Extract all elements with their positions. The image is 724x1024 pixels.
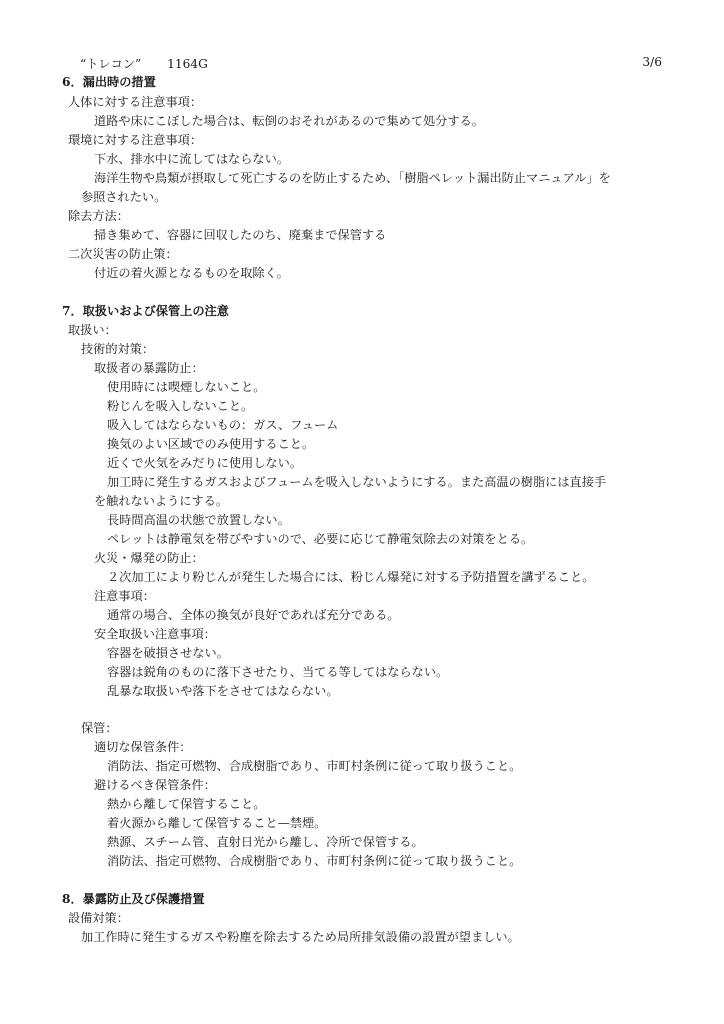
env-caution-text-1: 下水、排水中に流してはならない。 [94,152,289,166]
avoid-storage-label: 避けるべき保管条件： [94,778,216,792]
avoid-storage-item: 消防法、指定可燃物、合成樹脂であり、市町村条例に従って取り扱うこと。 [107,854,522,868]
removal-text: 掃き集めて、容器に回収したのち、廃棄まで保管する [94,228,387,242]
equipment-measures-text: 加工作時に発生するガスや粉塵を除去するため局所排気設備の設置が望ましい。 [81,930,520,944]
caution-text: 通常の場合、全体の換気が良好であれば充分である。 [107,608,400,622]
storage-label: 保管： [81,721,118,735]
secondary-disaster-text: 付近の着火源となるものを取除く。 [94,266,289,280]
section-7-heading: 7．取扱いおよび保管上の注意 [62,304,229,318]
exposure-item: 長時間高温の状態で放置しない。 [107,513,290,527]
exposure-item: 粉じんを吸入しないこと。 [107,399,254,413]
tech-measures-label: 技術的対策： [81,342,155,356]
secondary-disaster-label: 二次災害の防止策： [68,247,178,261]
fire-prevention-label: 火災・爆発の防止： [94,551,204,565]
exposure-item: 近くで火気をみだりに使用しない。 [107,456,302,470]
safe-handling-label: 安全取扱い注意事項： [94,627,216,641]
person-caution-label: 人体に対する注意事項： [68,95,203,109]
env-caution-label: 環境に対する注意事項： [68,133,203,147]
proper-storage-text: 消防法、指定可燃物、合成樹脂であり、市町村条例に従って取り扱うこと。 [107,759,522,773]
section-8-heading: 8．暴露防止及び保護措置 [62,892,205,906]
avoid-storage-item: 熱源、スチーム管、直射日光から離し、冷所で保管する。 [107,835,424,849]
exposure-prevention-label: 取扱者の暴露防止： [94,361,204,375]
env-caution-text-2: 海洋生物や鳥類が摂取して死亡するのを防止するため、「樹脂ペレット漏出防止マニュアル」を [94,171,611,185]
page-header [80,55,662,73]
safe-handling-item: 容器は鋭角のものに落下させたり、当てる等してはならない。 [107,665,449,679]
exposure-item: 使用時には喫煙しないこと。 [107,380,266,394]
page-number: 3/6 [642,55,662,69]
avoid-storage-item: 熱から離して保管すること。 [107,797,266,811]
exposure-item: 吸入してはならないもの：ガス、フューム [107,418,339,432]
product-code: 1164G [167,57,208,71]
safe-handling-item: 乱暴な取扱いや落下をさせてはならない。 [107,684,339,698]
product-name: “トレコン” [80,57,142,71]
avoid-storage-item: 着火源から離して保管すること—禁煙。 [107,816,327,830]
caution-label: 注意事項： [94,589,155,603]
exposure-item: を触れないようにする。 [94,494,229,508]
exposure-item: ペレットは静電気を帯びやすいので、必要に応じて静電気除去の対策をとる。 [107,532,534,546]
section-6-heading: 6．漏出時の措置 [62,75,156,89]
fire-prevention-text: ２次加工により粉じんが発生した場合には、粉じん爆発に対する予防措置を講ずること。 [107,570,595,584]
env-caution-text-3: 参照されたい。 [81,190,167,204]
removal-label: 除去方法： [68,209,129,223]
person-caution-text: 道路や床にこぼした場合は、転倒のおそれがあるので集めて処分する。 [94,114,484,128]
proper-storage-label: 適切な保管条件： [94,740,192,754]
handling-label: 取扱い： [68,323,117,337]
equipment-measures-label: 設備対策： [68,911,129,925]
safe-handling-item: 容器を破損させない。 [107,646,229,660]
exposure-item: 換気のよい区域でのみ使用すること。 [107,437,315,451]
exposure-item: 加工時に発生するガスおよびフュームを吸入しないようにする。また高温の樹脂には直接手 [107,475,607,489]
